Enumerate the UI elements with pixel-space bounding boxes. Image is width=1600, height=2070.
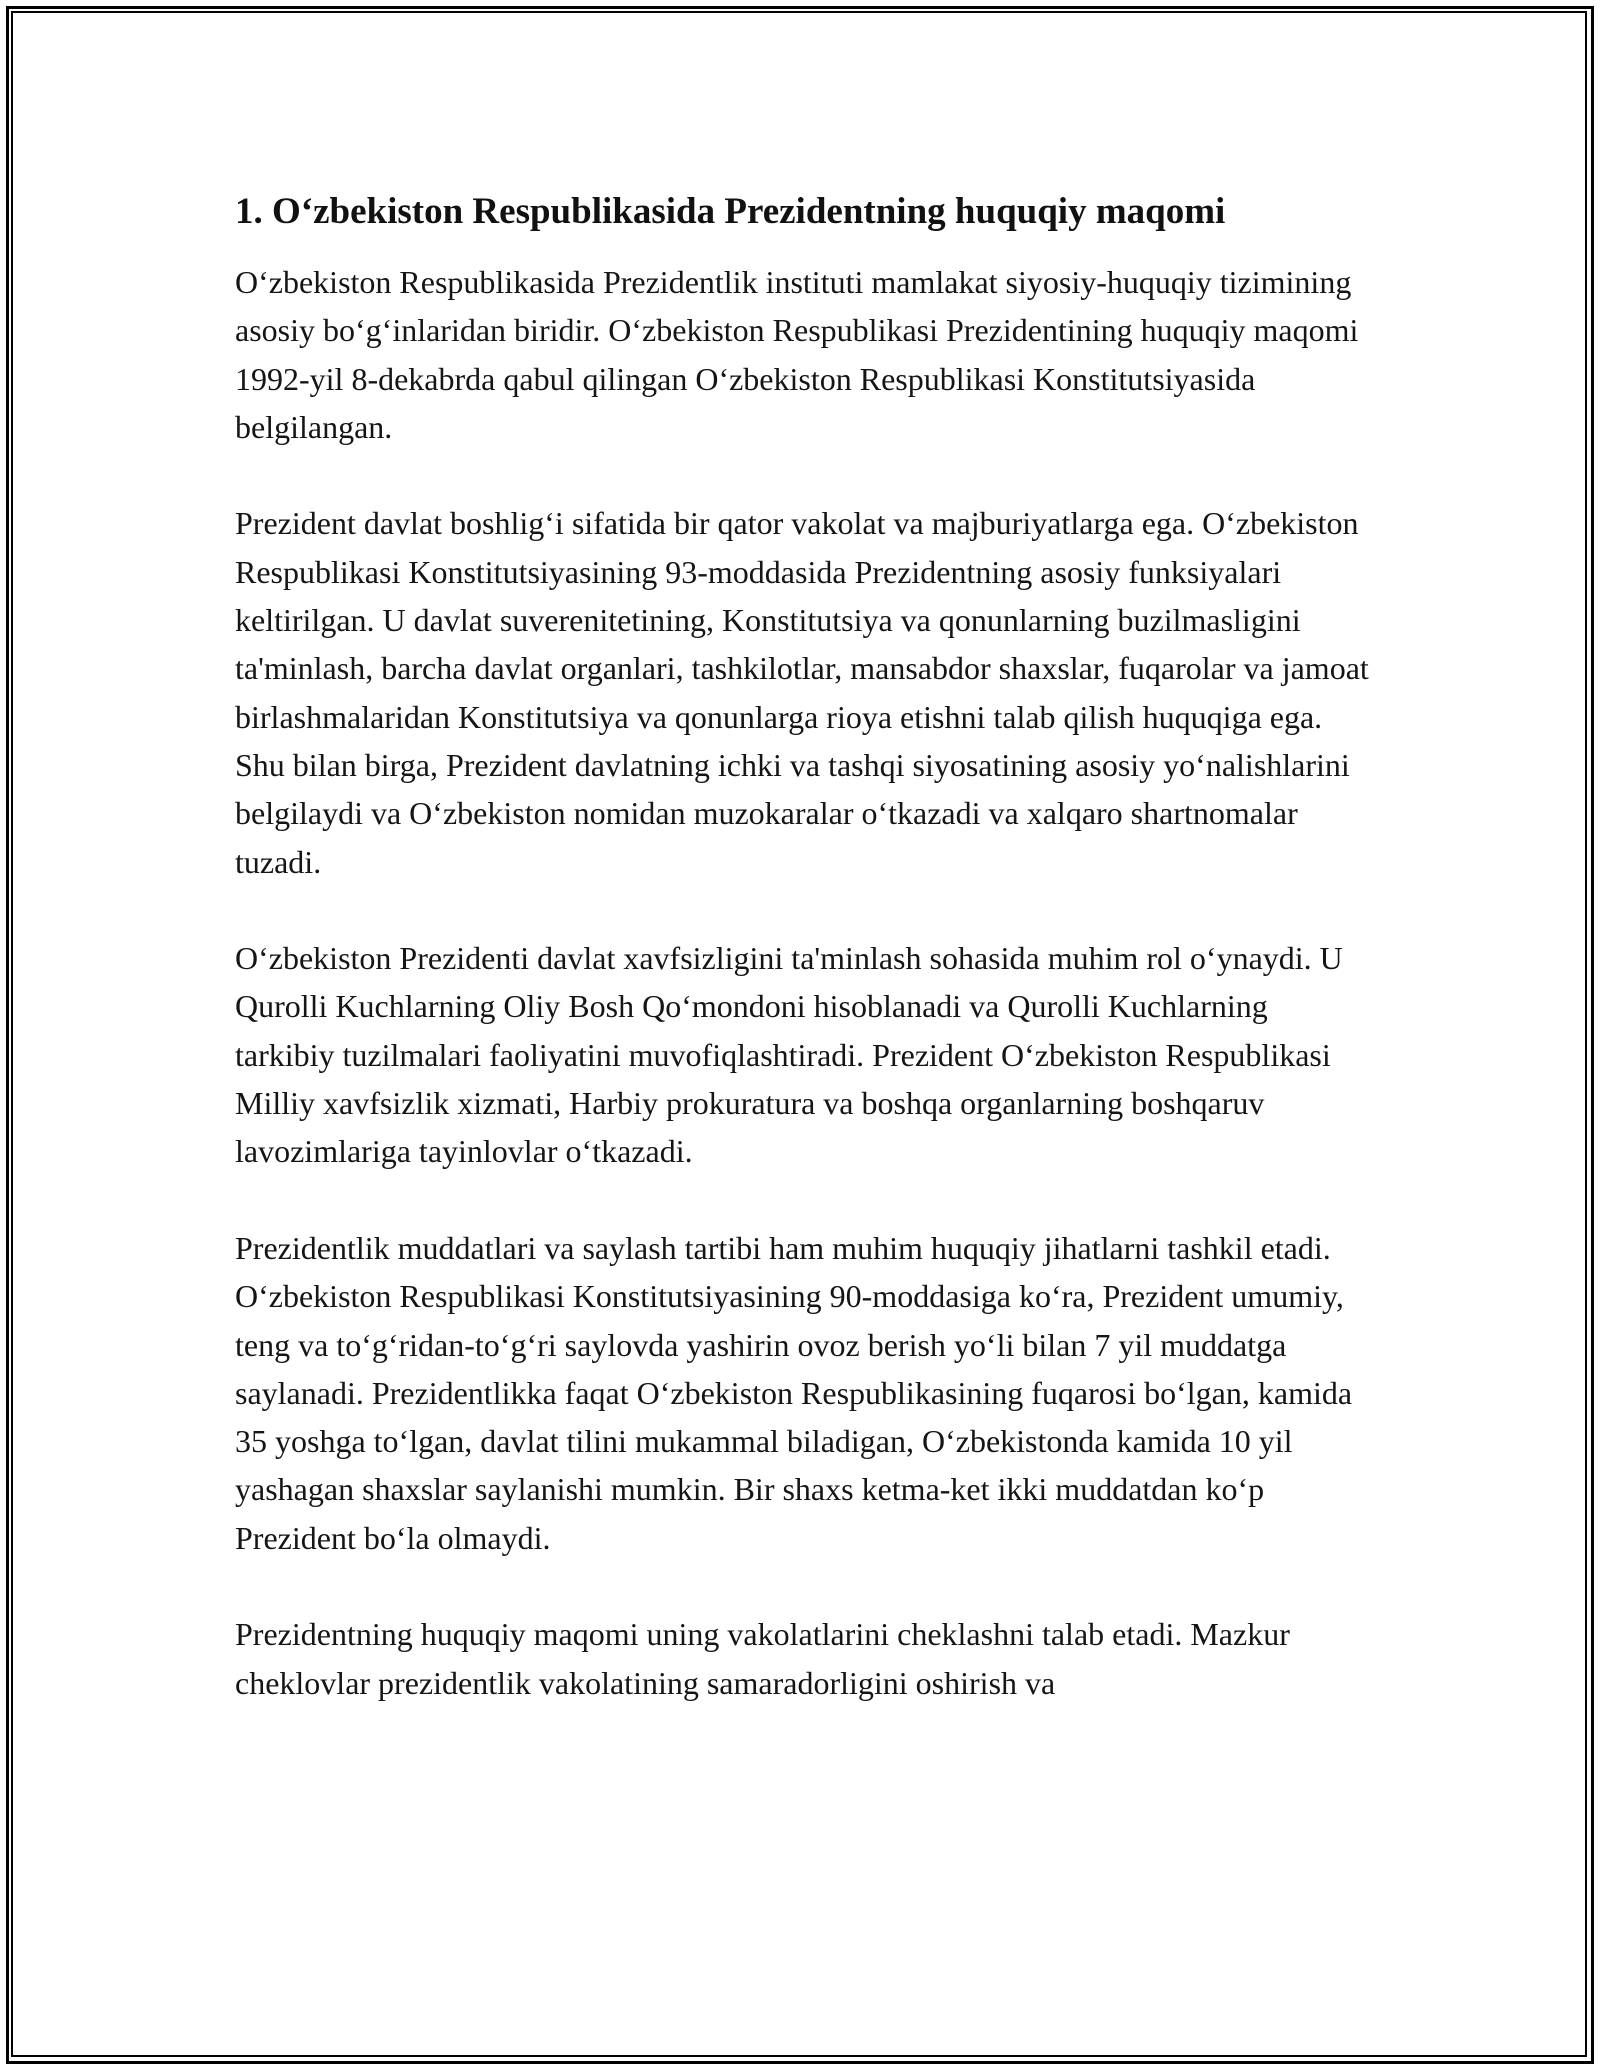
paragraph-1: O‘zbekiston Respublikasida Prezidentlik instituti mamlakat siyosiy-huquqiy tizimining asosiy bo‘g‘inlaridan biridir. O‘zbekiston Respublikasi Prezidentining huquqiy maqomi 1992-yil 8-dekabrda qabul qilingan O‘zbekiston Respublikasi Konstitutsiyasida belgilangan. [235, 264, 1359, 445]
document-body [235, 186, 1375, 1755]
paragraph-4: Prezidentlik muddatlari va saylash tartibi ham muhim huquqiy jihatlarni tashkil etadi. O‘zbekiston Respublikasi Konstitutsiyasining 90-moddasiga ko‘ra, Prezident umumiy, teng va to‘g‘ridan-to‘g‘ri saylovda yashirin ovoz berish yo‘li bilan 7 yil muddatga saylanadi. Prezidentlikka faqat O‘zbekiston Respublikasining fuqarosi bo‘lgan, kamida 35 yoshga to‘lgan, davlat tilini mukammal biladigan, O‘zbekistonda kamida 10 yil yashagan shaxslar saylanishi mumkin. Bir shaxs ketma-ket ikki muddatdan ko‘p Prezident bo‘la olmaydi. [235, 1229, 1353, 1556]
paragraph-3: O‘zbekiston Prezidenti davlat xavfsizligini ta'minlash sohasida muhim rol o‘ynaydi. U Qurolli Kuchlarning Oliy Bosh Qo‘mondoni hisoblanadi va Qurolli Kuchlarning tarkibiy tuzilmalari faoliyatini muvofiqlashtiradi. Prezident O‘zbekiston Respublikasi Milliy xavfsizlik xizmati, Harbiy prokuratura va boshqa organlarning boshqaruv lavozimlariga tayinlovlar o‘tkazadi. [235, 940, 1343, 1170]
section-title: 1. O‘zbekiston Respublikasida Prezidentning huquqiy maqomi [235, 191, 1226, 232]
paragraph-2: Prezident davlat boshlig‘i sifatida bir qator vakolat va majburiyatlarga ega. O‘zbekiston Respublikasi Konstitutsiyasining 93-moddasida Prezidentning asosiy funksiyalari keltirilgan. U davlat suverenitetining, Konstitutsiya va qonunlarning buzilmasligini ta'minlash, barcha davlat organlari, tashkilotlar, mansabdor shaxslar, fuqarolar va jamoat birlashmalaridan Konstitutsiya va qonunlarga rioya etishni talab qilish huquqiga ega. Shu bilan birga, Prezident davlatning ichki va tashqi siyosatining asosiy yo‘nalishlarini belgilaydi va O‘zbekiston nomidan muzokaralar o‘tkazadi va xalqaro shartnomalar tuzadi. [235, 505, 1369, 880]
paragraph-5: Prezidentning huquqiy maqomi uning vakolatlarini cheklashni talab etadi. Mazkur cheklovlar prezidentlik vakolatining samaradorligini oshirish va [235, 1616, 1290, 1701]
